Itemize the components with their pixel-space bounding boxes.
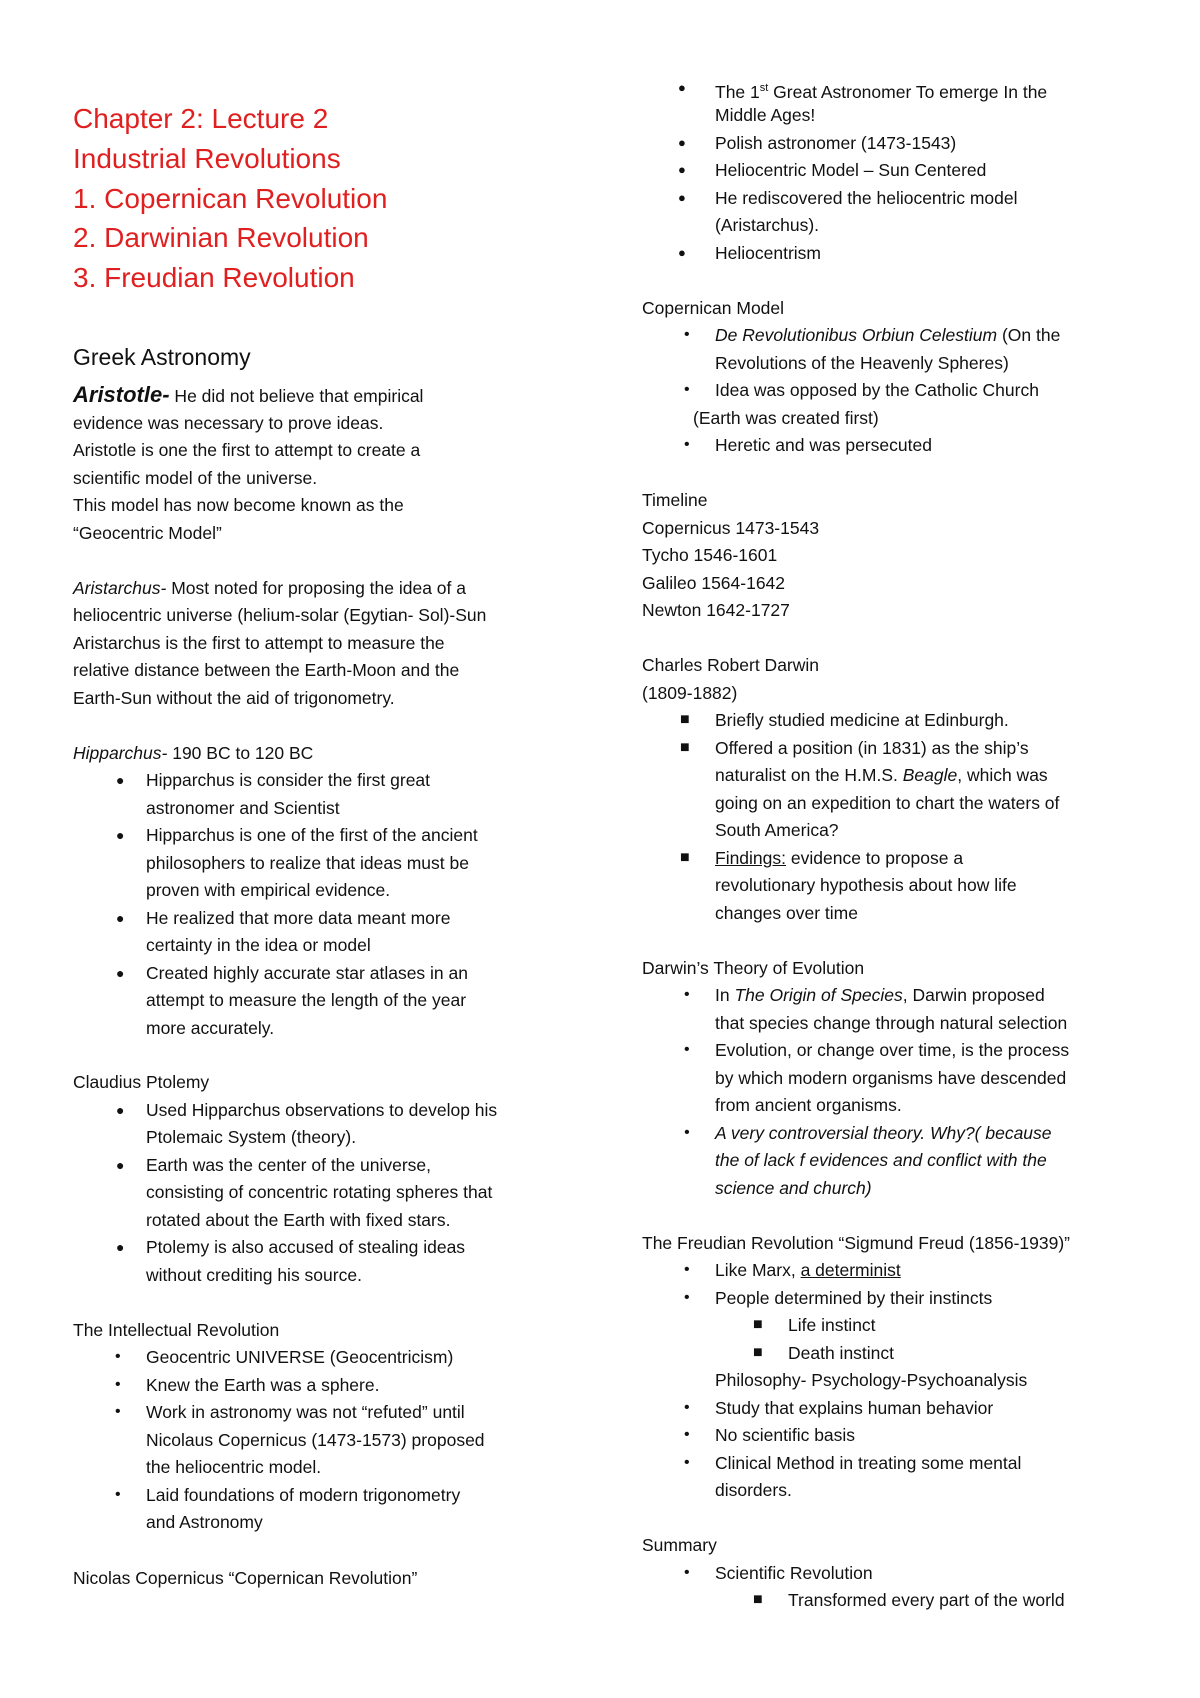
aristarchus-name: Aristarchus-	[73, 578, 167, 598]
aristotle-paragraph-line: “Geocentric Model”	[73, 523, 222, 543]
list-item-cont: disorders.	[715, 1480, 792, 1500]
list-item-cont: Nicolaus Copernicus (1473-1573) proposed	[146, 1430, 485, 1450]
list-item-cont: going on an expedition to chart the waters of	[715, 793, 1060, 813]
list-item-cont: proven with empirical evidence.	[146, 880, 391, 900]
list-item: ● Heliocentric Model – Sun Centered	[715, 158, 986, 182]
list-item: • Knew the Earth was a sphere.	[146, 1373, 379, 1397]
aristotle-paragraph-line: evidence was necessary to prove ideas.	[73, 413, 384, 433]
theory-heading: Darwin’s Theory of Evolution	[642, 958, 865, 978]
list-item: ● He realized that more data meant more	[146, 906, 450, 930]
list-item: ● Earth was the center of the universe,	[146, 1153, 431, 1177]
topic-freudian: 3. Freudian Revolution	[73, 262, 355, 293]
list-item-cont: certainty in the idea or model	[146, 935, 371, 955]
list-item: • People determined by their instincts	[715, 1286, 992, 1310]
list-item-cont: from ancient organisms.	[715, 1095, 902, 1115]
topic-copernican: 1. Copernican Revolution	[73, 183, 388, 214]
aristotle-paragraph-line: scientific model of the universe.	[73, 468, 318, 488]
list-item: ● Heliocentrism	[715, 241, 821, 265]
list-item: • De Revolutionibus Orbiun Celestium (On the	[715, 323, 1060, 347]
list-item-cont: and Astronomy	[146, 1512, 263, 1532]
list-item-cont: revolutionary hypothesis about how life	[715, 875, 1017, 895]
aristarchus-paragraph-line: Aristarchus- Most noted for proposing the idea of a	[73, 578, 466, 598]
aristotle-paragraph-line: Aristotle is one the first to attempt to create a	[73, 440, 421, 460]
timeline-entry: Copernicus 1473-1543	[642, 518, 820, 538]
aristarchus-paragraph-line: relative distance between the Earth-Moon and the	[73, 660, 460, 680]
sub-list-item: ■ Life instinct	[788, 1313, 876, 1337]
list-item: • Scientific Revolution	[715, 1561, 873, 1585]
sub-list-item: ■ Transformed every part of the world	[788, 1588, 1065, 1612]
list-item-cont: without crediting his source.	[146, 1265, 362, 1285]
list-item: • In The Origin of Species, Darwin proposed	[715, 983, 1045, 1007]
list-item-cont: science and church)	[715, 1178, 872, 1198]
sub-list-item: ■ Death instinct	[788, 1341, 894, 1365]
list-item: ■ Briefly studied medicine at Edinburgh.	[715, 708, 1009, 732]
darwin-heading: Charles Robert Darwin	[642, 655, 820, 675]
list-item: ● Created highly accurate star atlases in an	[146, 961, 468, 985]
list-item-cont: attempt to measure the length of the year	[146, 990, 467, 1010]
list-item: ● Used Hipparchus observations to develop his	[146, 1098, 497, 1122]
aristarchus-paragraph-line: Aristarchus is the first to attempt to measure the	[73, 633, 445, 653]
hipparchus-name: Hipparchus-	[73, 743, 168, 763]
darwin-dates: (1809-1882)	[642, 683, 738, 703]
aristotle-paragraph-line: This model has now become known as the	[73, 495, 404, 515]
chapter-title: Chapter 2: Lecture 2	[73, 103, 329, 134]
list-item: • Like Marx, a determinist	[715, 1258, 901, 1282]
list-item-cont: by which modern organisms have descended	[715, 1068, 1067, 1088]
list-item: ● Ptolemy is also accused of stealing ideas	[146, 1235, 465, 1259]
list-item-cont: the of lack f evidences and conflict with the	[715, 1150, 1047, 1170]
intellectual-revolution-heading: The Intellectual Revolution	[73, 1320, 280, 1340]
list-item: • Evolution, or change over time, is the process	[715, 1038, 1069, 1062]
list-item: • No scientific basis	[715, 1423, 855, 1447]
list-item: • Study that explains human behavior	[715, 1396, 993, 1420]
list-item-cont: Middle Ages!	[715, 105, 816, 125]
timeline-entry: Newton 1642-1727	[642, 600, 790, 620]
greek-astronomy-heading: Greek Astronomy	[73, 344, 251, 370]
summary-heading: Summary	[642, 1535, 717, 1555]
list-item-cont: (Aristarchus).	[715, 215, 820, 235]
freud-heading: The Freudian Revolution “Sigmund Freud (1856-1939)”	[642, 1233, 1071, 1253]
topic-darwinian: 2. Darwinian Revolution	[73, 222, 369, 253]
hipparchus-heading: Hipparchus- 190 BC to 120 BC	[73, 743, 314, 763]
list-item: • Geocentric UNIVERSE (Geocentricism)	[146, 1345, 453, 1369]
list-item-cont: philosophers to realize that ideas must be	[146, 853, 469, 873]
list-item: ● Hipparchus is consider the first great	[146, 768, 430, 792]
list-item: ● Hipparchus is one of the first of the ancient	[146, 823, 478, 847]
lecture-subtitle: Industrial Revolutions	[73, 143, 341, 174]
list-item-cont: consisting of concentric rotating spheres that	[146, 1182, 493, 1202]
list-item: ■ Offered a position (in 1831) as the ship’s	[715, 736, 1029, 760]
list-item: ● Polish astronomer (1473-1543)	[715, 131, 956, 155]
freud-philosophy-line: Philosophy- Psychology-Psychoanalysis	[715, 1370, 1028, 1390]
list-item: • Heretic and was persecuted	[715, 433, 932, 457]
list-item-cont: Revolutions of the Heavenly Spheres)	[715, 353, 1009, 373]
list-item: • A very controversial theory. Why?( because	[715, 1121, 1052, 1145]
aristotle-paragraph-line: Aristotle- He did not believe that empirical	[73, 382, 424, 407]
list-item-cont: more accurately.	[146, 1018, 275, 1038]
list-item: • Idea was opposed by the Catholic Church	[715, 378, 1039, 402]
timeline-entry: Galileo 1564-1642	[642, 573, 786, 593]
list-item-cont: astronomer and Scientist	[146, 798, 340, 818]
aristotle-name: Aristotle-	[73, 382, 170, 407]
list-item-cont: Ptolemaic System (theory).	[146, 1127, 357, 1147]
list-item: ■ Findings: evidence to propose a	[715, 846, 963, 870]
list-item-cont: naturalist on the H.M.S. Beagle, which was	[715, 765, 1048, 785]
nicolas-copernicus-heading: Nicolas Copernicus “Copernican Revolution”	[73, 1568, 418, 1588]
list-item-cont: (Earth was created first)	[693, 408, 879, 428]
timeline-entry: Tycho 1546-1601	[642, 545, 778, 565]
list-item: • Laid foundations of modern trigonometry	[146, 1483, 460, 1507]
list-item-cont: South America?	[715, 820, 839, 840]
copernican-model-heading: Copernican Model	[642, 298, 785, 318]
aristarchus-paragraph-line: heliocentric universe (helium-solar (Egytian- Sol)-Sun	[73, 605, 487, 625]
list-item: • Clinical Method in treating some mental	[715, 1451, 1021, 1475]
list-item: ● The 1st Great Astronomer To emerge In the	[715, 76, 1047, 104]
list-item-cont: rotated about the Earth with fixed stars.	[146, 1210, 451, 1230]
list-item-cont: changes over time	[715, 903, 858, 923]
list-item: • Work in astronomy was not “refuted” until	[146, 1400, 465, 1424]
list-item-cont: that species change through natural selection	[715, 1013, 1068, 1033]
aristarchus-paragraph-line: Earth-Sun without the aid of trigonometry.	[73, 688, 395, 708]
list-item-cont: the heliocentric model.	[146, 1457, 322, 1477]
list-item: ● He rediscovered the heliocentric model	[715, 186, 1018, 210]
ptolemy-heading: Claudius Ptolemy	[73, 1072, 210, 1092]
timeline-heading: Timeline	[642, 490, 708, 510]
